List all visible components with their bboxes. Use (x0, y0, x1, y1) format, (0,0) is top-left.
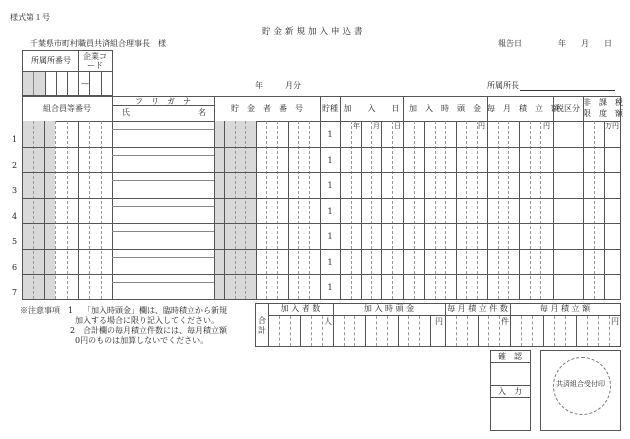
row-number: 1 (12, 135, 18, 144)
monthly-amount-input[interactable] (488, 223, 553, 247)
header-furigana: フ リ ガ ナ (135, 97, 191, 106)
savings-type: 1 (327, 155, 333, 165)
notes-label: ※注意事項 (20, 306, 60, 315)
form-number: 様式第１号 (10, 13, 50, 22)
row-number: 7 (12, 288, 18, 297)
header-join-date: 加 入 日 (343, 104, 400, 113)
savings-type: 1 (327, 257, 333, 267)
totals-divider (398, 316, 399, 346)
office-number-label: 所属所番号 (31, 56, 71, 65)
totals-divider (354, 316, 355, 346)
name-input[interactable] (113, 232, 213, 247)
name-input[interactable] (113, 207, 213, 222)
tax-class-input[interactable] (554, 274, 583, 298)
row-number: 6 (12, 262, 18, 272)
note-1-line-2: 加入する場合に限り記入してください。 (75, 316, 219, 325)
unit-yen: 円 (611, 317, 619, 326)
name-input[interactable] (113, 283, 213, 298)
saver-number-input[interactable] (215, 172, 320, 196)
totals-divider (576, 316, 577, 346)
unit-people: 人 (324, 317, 332, 326)
tax-class-input[interactable] (554, 223, 583, 247)
unit-yen: 円 (478, 122, 485, 130)
member-number-input[interactable] (23, 121, 112, 145)
saver-number-input[interactable] (215, 223, 320, 247)
row-number: 4 (12, 211, 18, 221)
period-year[interactable]: 年 (255, 81, 263, 90)
column-divider (553, 96, 554, 121)
savings-type: 1 (327, 232, 333, 241)
header-tax-exempt-1: 非 課 税 (583, 98, 623, 107)
report-date-day[interactable]: 日 (604, 39, 612, 48)
tax-class-input[interactable] (554, 121, 583, 145)
totals-divider (499, 316, 500, 346)
tax-class-input[interactable] (554, 147, 583, 171)
member-number-input[interactable] (23, 147, 112, 171)
totals-divider (609, 316, 610, 346)
join-date-input[interactable] (341, 223, 403, 247)
totals-members-header: 加 入 者 数 (280, 304, 321, 313)
unit-day: 日 (394, 122, 401, 130)
header-tax-class: 税区分 (556, 104, 580, 113)
totals-divider (333, 303, 334, 346)
totals-divider (279, 316, 280, 346)
totals-divider (430, 316, 431, 346)
totals-monthly-amount-header: 毎 月 積 立 額 (539, 304, 591, 313)
member-number-input[interactable] (23, 172, 112, 196)
savings-type: 1 (327, 206, 333, 216)
header-member-number: 組合員等番号 (43, 104, 91, 113)
monthly-amount-input[interactable] (488, 147, 553, 171)
unit-count: 件 (501, 317, 509, 326)
totals-divider (565, 316, 566, 346)
totals-divider (456, 316, 457, 346)
totals-divider (300, 316, 301, 346)
column-divider (583, 96, 584, 121)
initial-deposit-input[interactable] (404, 223, 487, 247)
totals-divider (408, 316, 409, 346)
unit-year: 年 (353, 122, 360, 130)
office-head-label: 所属所長 (487, 81, 519, 90)
row-number: 2 (12, 160, 18, 170)
header-monthly-amount: 毎 月 積 立 額 (487, 104, 559, 113)
unit-yen: 円 (543, 122, 550, 130)
company-code-dash: — (81, 79, 89, 88)
totals-divider (587, 316, 588, 346)
addressee: 千葉県市町村職員共済組合理事長 様 (30, 39, 166, 48)
furigana-input[interactable] (113, 198, 213, 206)
totals-monthly-count-header: 毎 月 積 立 件 数 (447, 304, 508, 313)
member-number-input[interactable] (23, 223, 112, 247)
company-code-label: 企業コード (83, 52, 107, 70)
totals-divider (521, 316, 522, 346)
note-2-line-2: 0円のものは加算しないでください。 (75, 336, 209, 345)
furigana-input[interactable] (113, 147, 213, 155)
totals-divider (478, 316, 479, 346)
saver-number-input[interactable] (215, 249, 320, 273)
note-1-line-1: 「加入時頭金」欄は、臨時積立から新規 (83, 306, 227, 315)
initial-deposit-input[interactable] (404, 274, 487, 298)
totals-divider (510, 303, 511, 346)
totals-divider (445, 303, 446, 346)
name-input[interactable] (113, 156, 213, 171)
monthly-amount-input[interactable] (488, 172, 553, 196)
confirm-input-label: 入 力 (498, 387, 522, 396)
name-input[interactable] (113, 258, 213, 273)
saver-number-input[interactable] (215, 274, 320, 298)
totals-divider (376, 316, 377, 346)
join-date-input[interactable] (341, 172, 403, 196)
totals-divider (322, 316, 323, 346)
column-divider (214, 96, 215, 121)
monthly-amount-input[interactable] (488, 274, 553, 298)
totals-divider (344, 316, 345, 346)
column-divider (320, 96, 321, 121)
totals-initial-deposit-header: 加 入 時 頭 金 (363, 304, 415, 313)
column-divider (340, 96, 341, 121)
totals-divider (290, 316, 291, 346)
tax-exempt-limit-input[interactable] (584, 172, 620, 196)
report-date-month[interactable]: 月 (581, 39, 589, 48)
tax-class-input[interactable] (554, 172, 583, 196)
monthly-amount-input[interactable] (488, 249, 553, 273)
name-input[interactable] (113, 130, 213, 145)
tax-exempt-limit-input[interactable] (584, 198, 620, 222)
join-date-input[interactable] (341, 147, 403, 171)
office-head-signature-line[interactable] (520, 90, 615, 91)
totals-label-2: 計 (258, 326, 266, 335)
column-divider (112, 96, 113, 121)
join-date-input[interactable] (341, 249, 403, 273)
join-date-input[interactable] (341, 274, 403, 298)
header-savings-type: 貯種 (322, 104, 338, 113)
note-1-number: 1 (68, 306, 74, 315)
totals-divider (419, 316, 420, 346)
furigana-input[interactable] (113, 172, 213, 180)
saver-number-input[interactable] (215, 147, 320, 171)
totals-label-1: 合 (258, 316, 266, 325)
initial-deposit-input[interactable] (404, 147, 487, 171)
row-number: 5 (12, 237, 18, 246)
tax-class-input[interactable] (554, 198, 583, 222)
initial-deposit-input[interactable] (404, 172, 487, 196)
tax-exempt-limit-input[interactable] (584, 249, 620, 273)
totals-divider (467, 316, 468, 346)
saver-number-input[interactable] (215, 198, 320, 222)
totals-divider (598, 316, 599, 346)
note-2-line-1: 合計欄の毎月積立件数には、毎月積立額 (83, 326, 227, 335)
header-saver-number: 貯 金 者 番 号 (231, 104, 303, 113)
name-input[interactable] (113, 181, 213, 196)
totals-divider (532, 316, 533, 346)
report-date-label: 報告日 (498, 39, 522, 48)
report-date-year[interactable]: 年 (558, 39, 566, 48)
stamp-label: 共済組合受付印 (556, 380, 605, 388)
totals-divider (554, 316, 555, 346)
totals-divider (387, 316, 388, 346)
unit-man-yen: 万円 (605, 122, 619, 130)
note-2-number: 2 (70, 326, 76, 335)
unit-yen: 円 (435, 317, 443, 326)
confirm-check-label: 確 認 (498, 352, 522, 361)
initial-deposit-input[interactable] (404, 121, 487, 145)
member-number-input[interactable] (23, 249, 112, 273)
header-initial-deposit: 加 入 時 頭 金 (409, 104, 481, 113)
monthly-amount-input[interactable] (488, 198, 553, 222)
totals-divider (365, 316, 366, 346)
furigana-input[interactable] (113, 274, 213, 282)
initial-deposit-input[interactable] (404, 249, 487, 273)
furigana-input[interactable] (113, 249, 213, 257)
join-date-input[interactable] (341, 198, 403, 222)
savings-type: 1 (327, 283, 333, 292)
furigana-input[interactable] (113, 121, 213, 129)
header-name-family: 氏 (122, 108, 130, 117)
unit-month: 月 (373, 122, 380, 130)
totals-divider (543, 316, 544, 346)
header-name-given: 名 (198, 108, 206, 117)
totals-divider (488, 316, 489, 346)
column-divider (487, 96, 488, 121)
saver-number-input[interactable] (215, 121, 320, 145)
form-title: 貯金新規加入申込書 (262, 27, 366, 37)
furigana-input[interactable] (113, 223, 213, 231)
member-number-input[interactable] (23, 274, 112, 298)
tax-exempt-limit-input[interactable] (584, 274, 620, 298)
savings-type: 1 (327, 181, 333, 190)
row-number: 3 (12, 186, 18, 195)
period-month[interactable]: 月分 (285, 81, 301, 90)
savings-type: 1 (327, 130, 333, 139)
member-number-input[interactable] (23, 198, 112, 222)
tax-exempt-limit-input[interactable] (584, 147, 620, 171)
tax-exempt-limit-input[interactable] (584, 223, 620, 247)
tax-class-input[interactable] (554, 249, 583, 273)
column-divider (403, 96, 404, 121)
totals-divider (311, 316, 312, 346)
initial-deposit-input[interactable] (404, 198, 487, 222)
header-tax-exempt-2: 限 度 額 (583, 109, 623, 118)
